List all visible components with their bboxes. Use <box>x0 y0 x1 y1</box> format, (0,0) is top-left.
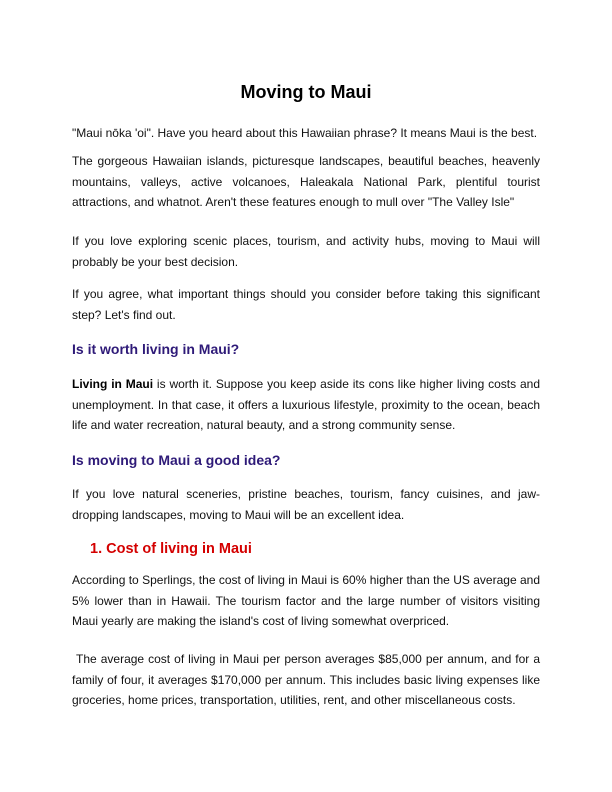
sperlings-paragraph: According to Sperlings, the cost of living in Maui is 60% higher than the US average and 5% lower than in Hawaii. The tourism factor and the large number of visitors visiting Maui yearly are making the island's cost of living somewhat overpriced. <box>72 573 540 628</box>
worth-living-text: is worth it. Suppose you keep aside its cons like higher living costs and unemployment. In that case, it offers a luxurious lifestyle, proximity to the ocean, beach life and water recreation, natural beauty, and a strong community sense. <box>72 377 540 432</box>
bold-lead: Living in Maui <box>72 377 154 391</box>
worth-living-paragraph <box>72 374 540 436</box>
list-number: 1. <box>90 541 103 557</box>
heading-cost-of-living <box>90 539 558 559</box>
features-paragraph: The gorgeous Hawaiian islands, picturesque landscapes, beautiful beaches, heavenly mountains, valleys, active volcanoes, Haleakala National Park, plentiful tourist attractions, and whatnot. Aren't these features enough to mull over "The Valley Isle" <box>72 154 540 209</box>
good-idea-paragraph: If you love natural sceneries, pristine beaches, tourism, fancy cuisines, and jaw-dropping landscapes, moving to Maui will be an excellent idea. <box>72 487 540 522</box>
heading-worth-living: Is it worth living in Maui? <box>72 341 240 357</box>
intro-paragraph: "Maui nōka 'oi". Have you heard about this Hawaiian phrase? It means Maui is the best. <box>72 126 538 140</box>
average-cost-paragraph: The average cost of living in Maui per person averages $85,000 per annum, and for a family of four, it averages $170,000 per annum. This includes basic living expenses like groceries, home prices, transportation, utilities, rent, and other miscellaneous costs. <box>72 652 540 707</box>
scenic-paragraph: If you love exploring scenic places, tourism, and activity hubs, moving to Maui will probably be your best decision. <box>72 234 540 269</box>
page-title: Moving to Maui <box>240 82 372 102</box>
consider-paragraph: If you agree, what important things should you consider before taking this significant step? Let's find out. <box>72 287 540 322</box>
heading-good-idea: Is moving to Maui a good idea? <box>72 452 281 468</box>
heading-text: Cost of living in Maui <box>106 541 252 557</box>
